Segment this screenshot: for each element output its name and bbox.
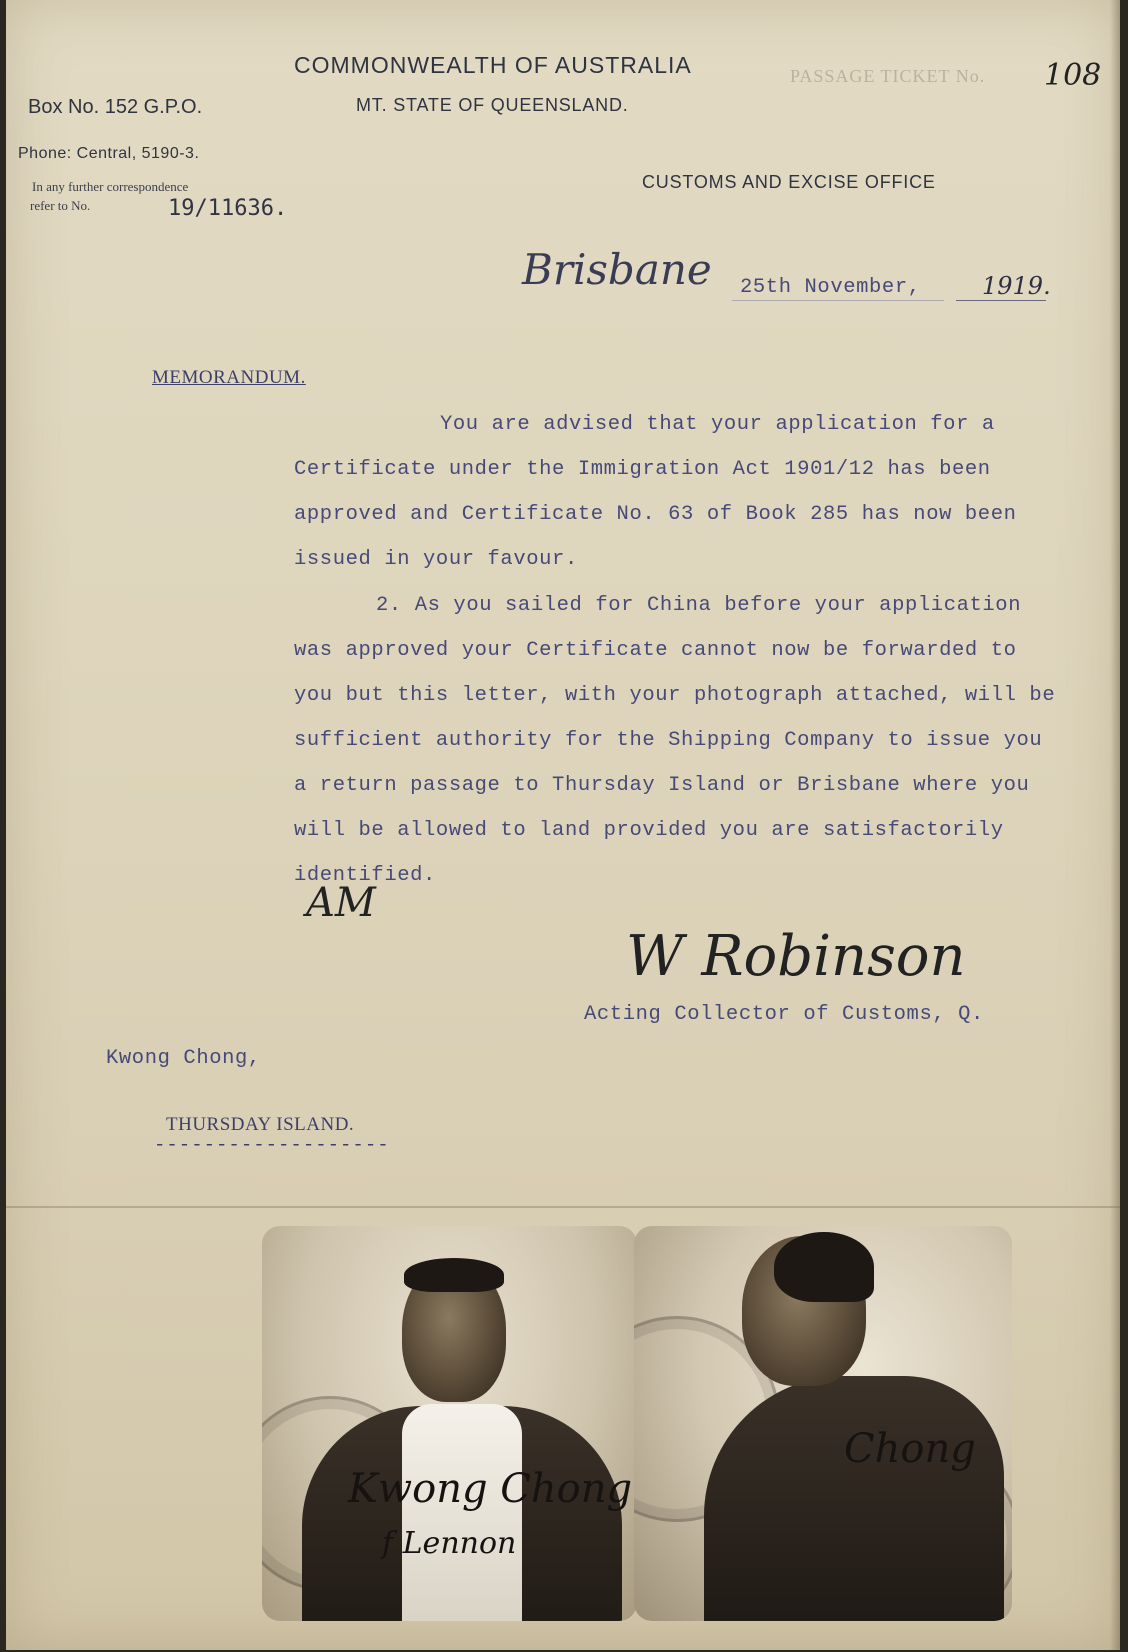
memo-line: Certificate under the Immigration Act 1901/12 has been [294,458,991,481]
addressee-location: THURSDAY ISLAND. [166,1114,355,1135]
photo-signature-front: Kwong Chong [348,1466,633,1512]
identification-photographs [262,1226,1012,1621]
memo-line: will be allowed to land provided you are satisfactorily [294,819,1004,842]
letterhead-title: COMMONWEALTH OF AUSTRALIA [294,52,692,78]
memo-line: approved and Certificate No. 63 of Book 285 has now been [294,503,1017,526]
correspondence-note: In any further correspondence [32,179,189,194]
photo-profile-view [634,1226,1012,1621]
memo-line: 2. As you sailed for China before your application [376,594,1022,617]
memo-line: issued in your favour. [294,548,578,571]
dateline-date: 25th November, [740,276,921,299]
letterhead-office: CUSTOMS AND EXCISE OFFICE [642,172,936,192]
memo-heading: MEMORANDUM. [152,367,306,388]
signatory-title: Acting Collector of Customs, Q. [584,1003,984,1026]
photo-signature-front-2: f Lennon [382,1526,517,1561]
dateline-place: Brisbane [522,245,712,294]
initials-mark: AM [306,880,376,926]
fold-crease [6,1206,1120,1208]
dateline-year: 1919. [982,272,1051,300]
memo-line: a return passage to Thursday Island or Brisbane where you [294,774,1030,797]
memo-line: sufficient authority for the Shipping Company to issue you [294,729,1043,752]
passage-ticket-label: PASSAGE TICKET No. [790,66,986,86]
coat-profile [704,1376,1004,1621]
memo-line: You are advised that your application for a [440,413,995,436]
memorandum-page [6,0,1120,1650]
shirt [402,1404,522,1621]
reference-number: 19/11636. [168,196,288,221]
photo-signature-profile: Chong [844,1426,976,1472]
underline-dashes: ------------------- [154,1134,390,1156]
correspondence-refer: refer to No. [30,198,91,213]
collector-signature: W Robinson [626,924,966,989]
date-rule [732,300,944,301]
po-box: Box No. 152 G.P.O. [28,96,203,118]
hair-profile [774,1232,874,1302]
memo-line: was approved your Certificate cannot now be forwarded to [294,639,1017,662]
addressee-name: Kwong Chong, [106,1047,261,1070]
letterhead-state: MT. STATE OF QUEENSLAND. [356,95,629,115]
hair-front [404,1258,504,1292]
phone-number: Phone: Central, 5190-3. [18,145,200,162]
memo-line: identified. [294,864,436,887]
page-edge-shadow [1110,0,1120,1650]
memo-line: you but this letter, with your photograph attached, will be [294,684,1056,707]
year-rule [956,300,1046,301]
photo-front-view [262,1226,637,1621]
passage-ticket-number: 108 [1044,58,1102,93]
